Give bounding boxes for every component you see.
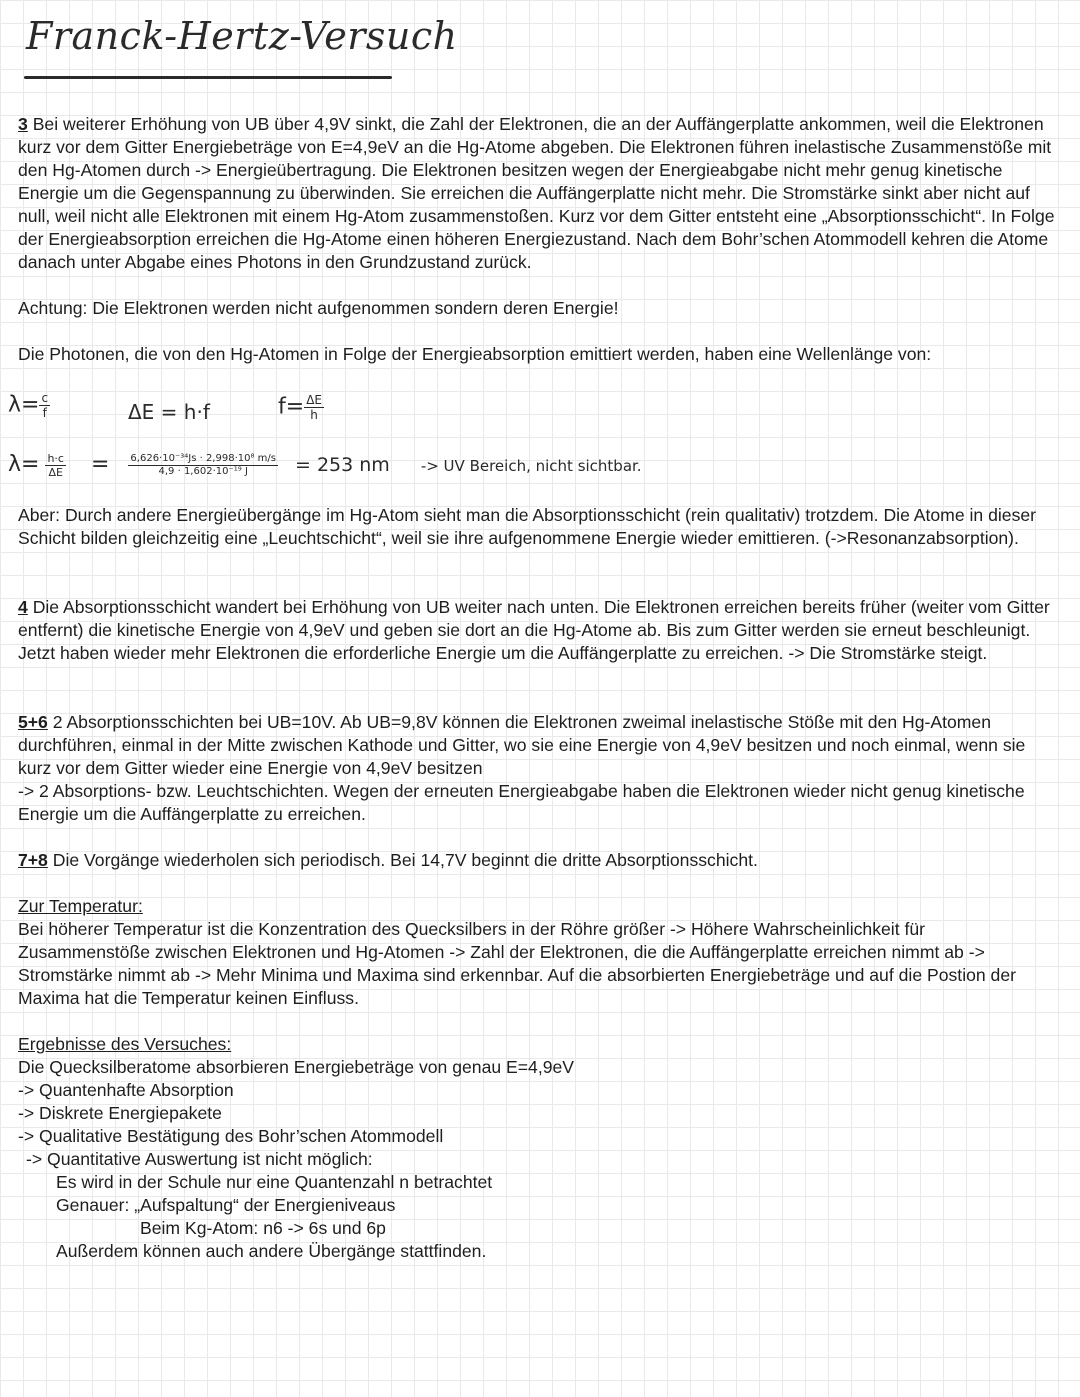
section-3 [18, 113, 1058, 274]
section-5-6 [18, 711, 1058, 780]
calc-num-2: 6,626·10⁻³⁴Js · 2,998·10⁸ m/s [130, 452, 276, 464]
section-5-6-number: 5+6 [18, 712, 48, 732]
lambda-def-num: c [41, 391, 49, 405]
section-7-8-text: Die Vorgänge wiederholen sich periodisch. Bei 14,7V beginnt die dritte Absorptionsschicht. [52, 850, 758, 870]
formula-lambda-definition [8, 392, 50, 419]
calc-result: = 253 nm [294, 454, 390, 476]
lambda-def-den: f [42, 406, 47, 420]
calc-comment: -> UV Bereich, nicht sichtbar. [420, 457, 642, 475]
section-3-number: 3 [18, 114, 28, 134]
f-num: ΔE [306, 393, 322, 407]
calc-den-2: 4,9 · 1,602·10⁻¹⁹ J [158, 465, 248, 477]
formula-frequency [278, 394, 324, 421]
aber-paragraph: Aber: Durch andere Energieübergänge im Hg-Atom sieht man die Absorptionsschicht (rein qualitativ) trotzdem. Die Atome in dieser Schicht bilden gleichzeitig eine „Leuchtschicht“, weil sie ihre aufgenommene Energie wieder emittieren. (->Resonanzabsorption). [18, 505, 1037, 548]
results-line-3: -> Diskrete Energiepakete [18, 1103, 222, 1123]
temperature-heading: Zur Temperatur: [18, 896, 143, 916]
calc-den-1: ΔE [48, 465, 63, 479]
section-4 [18, 596, 1058, 665]
results-heading: Ergebnisse des Versuches: [18, 1034, 232, 1054]
results-line-2: -> Quantenhafte Absorption [18, 1080, 234, 1100]
temperature-text: Bei höherer Temperatur ist die Konzentration des Quecksilbers in der Röhre größer -> Höhere Wahrscheinlichkeit für Zusammenstöße zwischen Elektronen und Hg-Atomen -> Zahl der Elektronen, die die Auffängerplatte erreichen nimmt ab -> Stromstärke nimmt ab -> Mehr Minima und Maxima sind erkennbar. Auf die absorbierten Energiebeträge und auf die Postion der Maxima hat die Temperatur keinen Einfluss. [18, 919, 1016, 1008]
calc-fraction-1 [45, 453, 66, 478]
f-lhs: f= [278, 394, 305, 420]
section-7-8-number: 7+8 [18, 850, 48, 870]
page-title: Franck-Hertz-Versuch [26, 14, 458, 58]
section-4-number: 4 [18, 597, 28, 617]
section-3-text: Bei weiterer Erhöhung von UB über 4,9V sinkt, die Zahl der Elektronen, die an der Auffängerplatte ankommen, weil die Elektronen kurz vor dem Gitter Energiebeträge von E=4,9eV an die Hg-Atome abgeben. Die Elektronen führen inelastische Zusammenstöße mit den Hg-Atomen durch -> Energieübertragung. Die Elektronen besitzen wegen der Energieabgabe nicht mehr genug kinetische Energie um die Gegenspannung zu überwinden. Sie erreichen die Auffängerplatte nicht mehr. Die Stromstärke sinkt aber nicht auf null, weil nicht alle Elektronen mit einem Hg-Atom zusammenstoßen. Kurz vor dem Gitter entsteht eine „Absorptionsschicht“. In Folge der Energieabsorption erreichen die Hg-Atome einen höheren Energiezustand. Nach dem Bohr’schen Atommodell kehren die Atome danach unter Abgabe eines Photons in den Grundzustand zurück. [18, 114, 1055, 272]
section-3-note: Achtung: Die Elektronen werden nicht aufgenommen sondern deren Energie! [18, 298, 619, 318]
calc-equals: = [90, 452, 110, 477]
results-line-1: Die Quecksilberatome absorbieren Energiebeträge von genau E=4,9eV [18, 1057, 575, 1077]
section-4-text: Die Absorptionsschicht wandert bei Erhöhung von UB weiter nach unten. Die Elektronen erreichen bereits früher (weiter vom Gitter entfernt) die kinetische Energie von 4,9eV und geben sie dort an die Hg-Atome ab. Bis zum Gitter werden sie erneut beschleunigt. Jetzt haben wieder mehr Elektronen die erforderliche Energie um die Auffängerplatte zu erreichen. -> Die Stromstärke steigt. [18, 597, 1050, 663]
photons-intro: Die Photonen, die von den Hg-Atomen in Folge der Energieabsorption emittiert werden, haben eine Wellenlänge von: [18, 344, 932, 364]
f-fraction [304, 394, 324, 421]
title-underline [24, 76, 392, 79]
calc-num-1: h·c [47, 451, 64, 465]
lambda-def-fraction [39, 392, 50, 419]
section-5-6-continuation: -> 2 Absorptions- bzw. Leuchtschichten. Wegen der erneuten Energieabgabe haben die Elektronen wieder nicht genug kinetische Energie um die Auffängerplatte zu erreichen. [18, 781, 1025, 824]
calc-lhs: λ= [8, 452, 40, 477]
section-5-6-text: 2 Absorptionsschichten bei UB=10V. Ab UB=9,8V können die Elektronen zweimal inelastische Stöße mit den Hg-Atomen durchführen, einmal in der Mitte zwischen Kathode und Gitter, wo sie eine Energie von 4,9eV besitzen und noch einmal, wenn sie kurz vor dem Gitter wieder eine Energie von 4,9eV besitzen [18, 712, 1026, 778]
results-line-6: Es wird in der Schule nur eine Quantenzahl n betrachtet [56, 1172, 493, 1192]
results-line-4: -> Qualitative Bestätigung des Bohr’schen Atommodell [18, 1126, 444, 1146]
results-line-7: Genauer: „Aufspaltung“ der Energieniveaus [56, 1195, 396, 1215]
results-block [18, 1033, 1058, 1263]
results-line-5: -> Quantitative Auswertung ist nicht möglich: [26, 1149, 373, 1169]
results-line-8: Beim Kg-Atom: n6 -> 6s und 6p [140, 1218, 386, 1238]
lambda-def-lhs: λ= [8, 392, 40, 418]
calc-fraction-2 [128, 454, 278, 477]
formula-delta-e: ΔE = h·f [128, 400, 210, 424]
formula-calculation [8, 452, 642, 478]
f-den: h [310, 408, 318, 422]
results-line-9: Außerdem können auch andere Übergänge stattfinden. [56, 1241, 487, 1261]
section-7-8 [18, 849, 1058, 872]
